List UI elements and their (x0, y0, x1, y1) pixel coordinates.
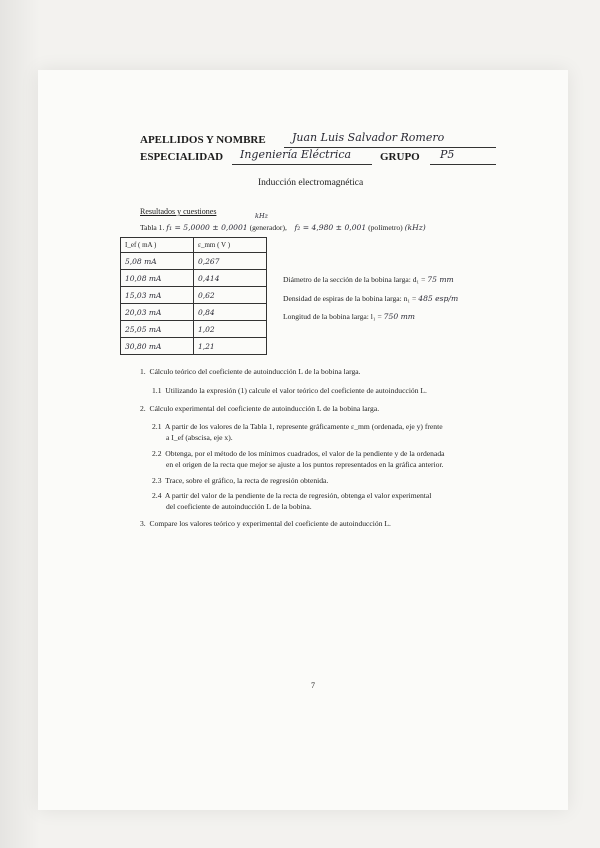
measurement-table (120, 237, 267, 355)
question-2-2 (152, 448, 445, 470)
specialty-label: ESPECIALIDAD (140, 151, 224, 163)
question-2-4 (152, 490, 431, 512)
table-row (121, 270, 267, 287)
cell-current: 20,03 mA (121, 304, 194, 321)
question-text-continued: en el origen de la recta que mejor se ajuste a los puntos representados en la gráfica anterior. (166, 460, 444, 469)
table-caption (140, 222, 426, 233)
question-3 (140, 518, 391, 529)
question-2-3 (152, 475, 328, 486)
density-value: 485 esp/m (418, 294, 459, 303)
question-text: Cálculo teórico del coeficiente de autoinducción L de la bobina larga. (149, 367, 361, 376)
question-number: 2.3 (152, 476, 162, 485)
question-1-1 (152, 385, 427, 396)
specialty-underline (232, 164, 372, 165)
question-number: 2.1 (152, 422, 162, 431)
table-header-row (121, 238, 267, 253)
name-label: APELLIDOS Y NOMBRE (140, 134, 266, 146)
question-text-continued: del coeficiente de autoinducción L de la bobina. (166, 502, 312, 511)
group-label: GRUPO (380, 151, 420, 163)
cell-emf: 1,02 (194, 321, 267, 338)
question-text: Obtenga, por el método de los mínimos cuadrados, el valor de la pendiente y de la ordenada (165, 449, 445, 458)
question-text: Trace, sobre el gráfico, la recta de regresión obtenida. (165, 476, 329, 485)
question-2 (140, 403, 379, 414)
length-label: Longitud de la bobina larga: l₁ = (283, 312, 382, 321)
question-number: 2.2 (152, 449, 162, 458)
page-number: 7 (311, 681, 315, 690)
question-text: A partir de los valores de la Tabla 1, represente gráficamente ε_mm (ordenada, eje y) frente (164, 422, 443, 431)
question-number: 1. (140, 367, 146, 376)
f2-unit: (kHz) (404, 223, 426, 232)
caption-prefix: Tabla 1. (140, 223, 165, 232)
question-text-continued: a I_ef (abscisa, eje x). (166, 433, 233, 442)
name-value: Juan Luis Salvador Romero (292, 131, 445, 144)
document-title: Inducción electromagnética (258, 178, 364, 188)
coil-diameter (283, 274, 454, 285)
header-current: I_ef ( mA ) (121, 238, 194, 253)
table-row (121, 304, 267, 321)
question-text: Cálculo experimental del coeficiente de autoinducción L de la bobina larga. (149, 404, 380, 413)
table-row (121, 321, 267, 338)
question-1 (140, 366, 361, 377)
section-heading: Resultados y cuestiones (140, 207, 217, 216)
coil-density (283, 293, 458, 304)
group-underline (430, 164, 496, 165)
table-row (121, 253, 267, 270)
cell-emf: 1,21 (194, 338, 267, 355)
unit-note: kHz (255, 212, 269, 220)
question-text: A partir del valor de la pendiente de la recta de regresión, obtenga el valor experimental (164, 491, 432, 500)
cell-current: 10,08 mA (121, 270, 194, 287)
question-2-1 (152, 421, 443, 443)
question-number: 2.4 (152, 491, 162, 500)
f2-expression: f₂ = 4,980 ± 0,001 (294, 223, 367, 232)
diameter-value: 75 mm (427, 275, 454, 284)
question-text: Compare los valores teórico y experimental del coeficiente de autoinducción L. (149, 519, 391, 528)
cell-current: 25,05 mA (121, 321, 194, 338)
cell-current: 5,08 mA (121, 253, 194, 270)
question-number: 3. (140, 519, 146, 528)
cell-emf: 0,84 (194, 304, 267, 321)
question-text: Utilizando la expresión (1) calcule el valor teórico del coeficiente de autoinducción L. (165, 386, 427, 395)
f1-suffix: (generador), (249, 223, 287, 232)
f1-expression: f₁ = 5,0000 ± 0,0001 (166, 223, 248, 232)
coil-length (283, 311, 415, 322)
cell-current: 15,03 mA (121, 287, 194, 304)
group-value: P5 (440, 148, 455, 161)
question-number: 1.1 (152, 386, 162, 395)
question-number: 2. (140, 404, 146, 413)
cell-current: 30,80 mA (121, 338, 194, 355)
length-value: 750 mm (383, 312, 415, 321)
specialty-value: Ingeniería Eléctrica (240, 148, 352, 161)
f2-suffix: (polímetro) (368, 223, 403, 232)
scan-edge-shadow (0, 0, 40, 848)
cell-emf: 0,62 (194, 287, 267, 304)
table-row (121, 338, 267, 355)
cell-emf: 0,267 (194, 253, 267, 270)
diameter-label: Diámetro de la sección de la bobina larga: d₁ = (283, 275, 426, 284)
table-row (121, 287, 267, 304)
header-emf: ε_mm ( V ) (194, 238, 267, 253)
cell-emf: 0,414 (194, 270, 267, 287)
density-label: Densidad de espiras de la bobina larga: n₁ = (283, 294, 417, 303)
